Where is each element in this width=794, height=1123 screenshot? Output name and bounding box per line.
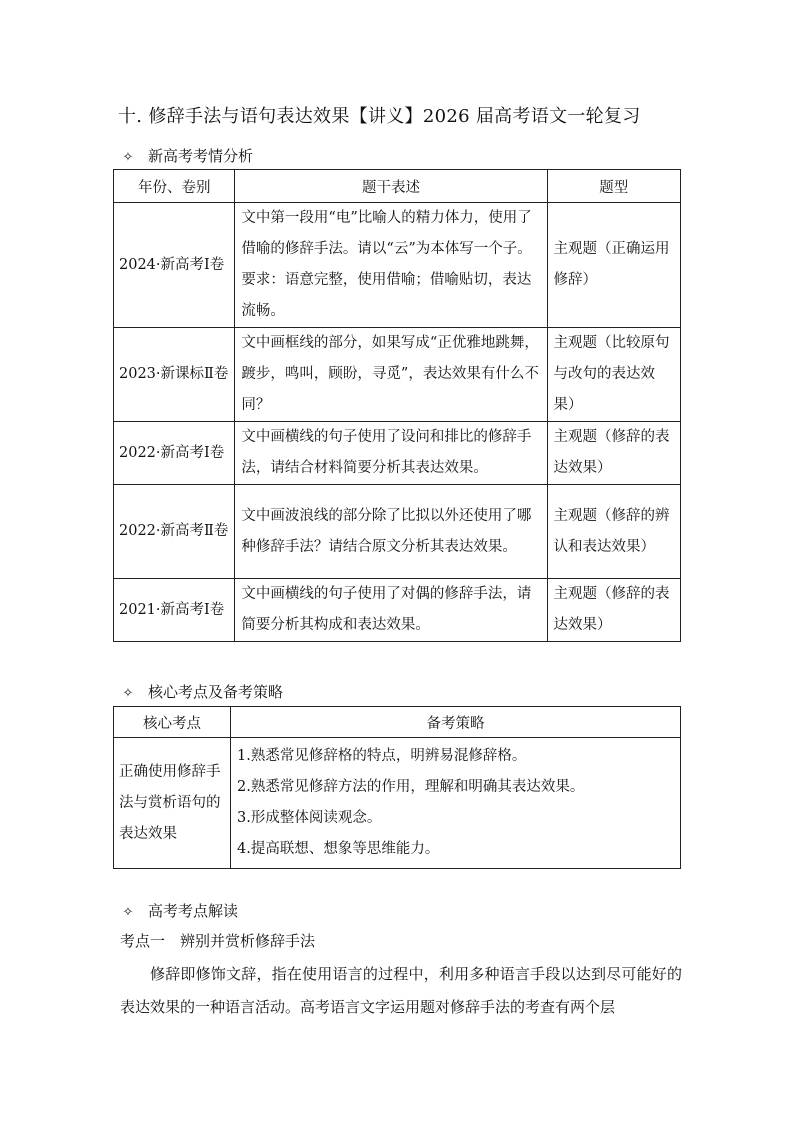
description-cell: 文中画波浪线的部分除了比拟以外还使用了哪种修辞手法？请结合原文分析其表达效果。 — [235, 485, 547, 579]
strategy-item: 3.形成整体阅读观念。 — [237, 810, 382, 826]
section-heading-interpretation — [120, 900, 238, 921]
document-title: 十. 修辞手法与语句表达效果【讲义】2026 届高考语文一轮复习 — [118, 106, 641, 127]
kaodian-title: 考点一 辨别并赏析修辞手法 — [120, 932, 316, 950]
strategy-item: 2.熟悉常见修辞方法的作用，理解和明确其表达效果。 — [237, 779, 585, 795]
description-cell: 文中画框线的部分，如果写成“正优雅地跳舞，踱步，鸣叫，顾盼，寻觅”，表达效果有什么不同？ — [235, 328, 547, 422]
description-cell: 文中画横线的句子使用了对偶的修辞手法，请简要分析其构成和表达效果。 — [235, 579, 547, 642]
year-cell: 2021·新高考Ⅰ卷 — [114, 579, 235, 642]
table-header-row — [114, 170, 681, 203]
table-row — [114, 422, 681, 485]
section-heading-strategy — [120, 681, 283, 702]
diamond-outline-icon: ✧ — [122, 686, 134, 701]
column-header: 备考策略 — [231, 707, 681, 738]
column-header: 题干表述 — [235, 170, 547, 203]
exam-analysis-table — [113, 169, 681, 642]
type-cell: 主观题（修辞的表达效果） — [547, 422, 680, 485]
strategy-cell — [231, 738, 681, 869]
year-cell: 2022·新高考Ⅱ卷 — [114, 485, 235, 579]
diamond-outline-icon: ✧ — [122, 905, 134, 920]
table-row — [114, 485, 681, 579]
strategy-item: 4.提高联想、想象等思维能力。 — [237, 841, 440, 857]
strategy-item: 1.熟悉常见修辞格的特点，明辨易混修辞格。 — [237, 748, 527, 764]
type-cell: 主观题（修辞的辨认和表达效果） — [547, 485, 680, 579]
table-row — [114, 579, 681, 642]
year-cell: 2022·新高考Ⅰ卷 — [114, 422, 235, 485]
section-heading-analysis — [120, 145, 253, 166]
diamond-outline-icon: ✧ — [122, 150, 134, 165]
year-cell: 2023·新课标Ⅱ卷 — [114, 328, 235, 422]
core-strategy-table — [113, 706, 681, 869]
type-cell: 主观题（修辞的表达效果） — [547, 579, 680, 642]
column-header: 题型 — [547, 170, 680, 203]
type-cell: 主观题（正确运用修辞） — [547, 203, 680, 328]
core-point-cell: 正确使用修辞手法与赏析语句的表达效果 — [114, 738, 231, 869]
body-paragraph: 修辞即修饰文辞，指在使用语言的过程中，利用多种语言手段以达到尽可能好的表达效果的一种语言活动。高考语言文字运用题对修辞手法的考查有两个层 — [120, 965, 682, 1016]
section-heading-text: 新高考考情分析 — [148, 147, 254, 165]
column-header: 年份、卷别 — [114, 170, 235, 203]
section-heading-text: 核心考点及备考策略 — [148, 683, 284, 701]
type-cell: 主观题（比较原句与改句的表达效果） — [547, 328, 680, 422]
table-header-row — [114, 707, 681, 738]
table-row — [114, 328, 681, 422]
description-cell: 文中画横线的句子使用了设问和排比的修辞手法，请结合材料简要分析其表达效果。 — [235, 422, 547, 485]
table-row — [114, 203, 681, 328]
description-cell: 文中第一段用“电”比喻人的精力体力，使用了借喻的修辞手法。请以“云”为本体写一个子。要求：语意完整，使用借喻；借喻贴切，表达流畅。 — [235, 203, 547, 328]
column-header: 核心考点 — [114, 707, 231, 738]
section-heading-text: 高考考点解读 — [148, 902, 239, 920]
table-row — [114, 738, 681, 869]
year-cell: 2024·新高考Ⅰ卷 — [114, 203, 235, 328]
